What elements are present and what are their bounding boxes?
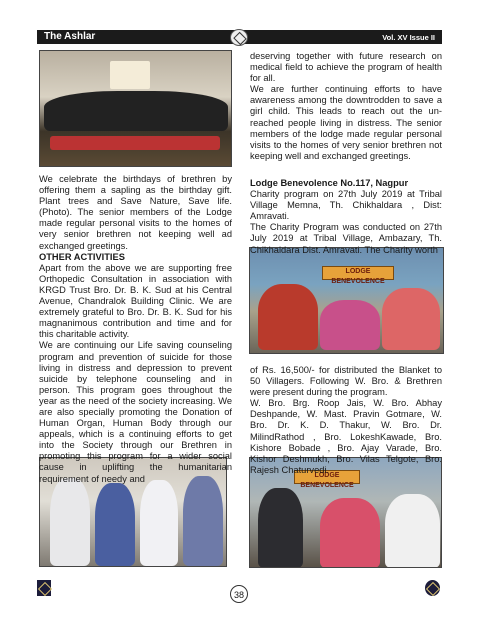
banner-2: LODGE BENEVOLENCE [294, 470, 360, 484]
section-heading: Lodge Benevolence No.117, Nagpur [250, 178, 409, 188]
paragraph: W. Bro. Brg. Roop Jais, W. Bro. Abhay Deshpande, W. Mast. Pravin Gotmare, W. Bro. Dr. K. D. Thakur, W. Bro. Dr. MilindRathod , Bro. LokeshKawade, Bro. Kishore Bobade , Bro. Ajay Varade, Bro. Kishor Deshmukh, Bro. Vilas Telgote, Bro. Rajesh Chaturvedi. [250, 398, 442, 475]
page-number: 38 [230, 585, 248, 603]
paragraph: deserving together with future research on medical field to achieve the program of health for all. [250, 51, 442, 84]
paragraph: We are further continuing efforts to have awareness among the downtrodden to save a girl child. This leads to reach out the un-reached people living in distress. The senior members of the lodge made regular personal visits to the homes of very senior brethren not keeping well and exchanged greetings. [250, 84, 442, 161]
masonic-logo-icon [37, 580, 51, 596]
magazine-title: The Ashlar [44, 31, 96, 42]
paragraph: We are continuing our Life saving counseling program and prevention of suicide for those living in distress and depression to prevent suicide by telephone counseling and in person. This program goes throughout the year as the need of the society increasing. We are also specially promoting the Donation of Human Organ, Human Body through our appeals, which is a continuing efforts to get into the Society through our Brethren in promoting this program for a wider social cause in uplifting the humanitarian requirement of needy and [39, 340, 232, 484]
section-heading: OTHER ACTIVITIES [39, 251, 125, 262]
right-column-text-bottom [250, 365, 442, 476]
banner-1: LODGE BENEVOLENCE [322, 266, 394, 280]
right-column-text-top [250, 51, 442, 162]
right-column-text-mid [250, 178, 442, 256]
masonic-emblem-icon [230, 29, 248, 46]
paragraph: Charity program on 27th July 2019 at Tribal Village Memna, Th. Chikhaldara , Dist: Amravati. [250, 189, 442, 222]
left-column-text [39, 174, 232, 485]
paragraph: Apart from the above we are supporting free Orthopedic Consultation in association with KRGD Trust Bro. Dr. B. K. Sud at his Central Avenue, Chandralok Building Clinic. We are extremely grateful to Bro. Dr. B. K. Sud for his magnanimous contribution and time and for this charitable activity. [39, 262, 232, 340]
issue-label: Vol. XV Issue II [382, 33, 435, 42]
group-photo-members [39, 50, 232, 167]
paragraph: The Charity Program was conducted on 27th July 2019 at Tribal Village, Ambazary, Th. Chikhaldara Dist. Amravati. The Charity worth [250, 222, 442, 255]
lodge-seal-icon [425, 580, 440, 596]
paragraph: We celebrate the birthdays of brethren by offering them a sapling as the birthday gift. Plant trees and Save Nature, Save life. (Photo). The senior members of the Lodge made regular personal visits to the homes of very senior brethren not keeping well ad exchanged greetings. [39, 174, 232, 251]
paragraph: of Rs. 16,500/- for distributed the Blanket to 50 Villagers. Following W. Bro. & Brethren were present during the program. [250, 365, 442, 398]
charity-program-photo-1 [249, 247, 444, 354]
